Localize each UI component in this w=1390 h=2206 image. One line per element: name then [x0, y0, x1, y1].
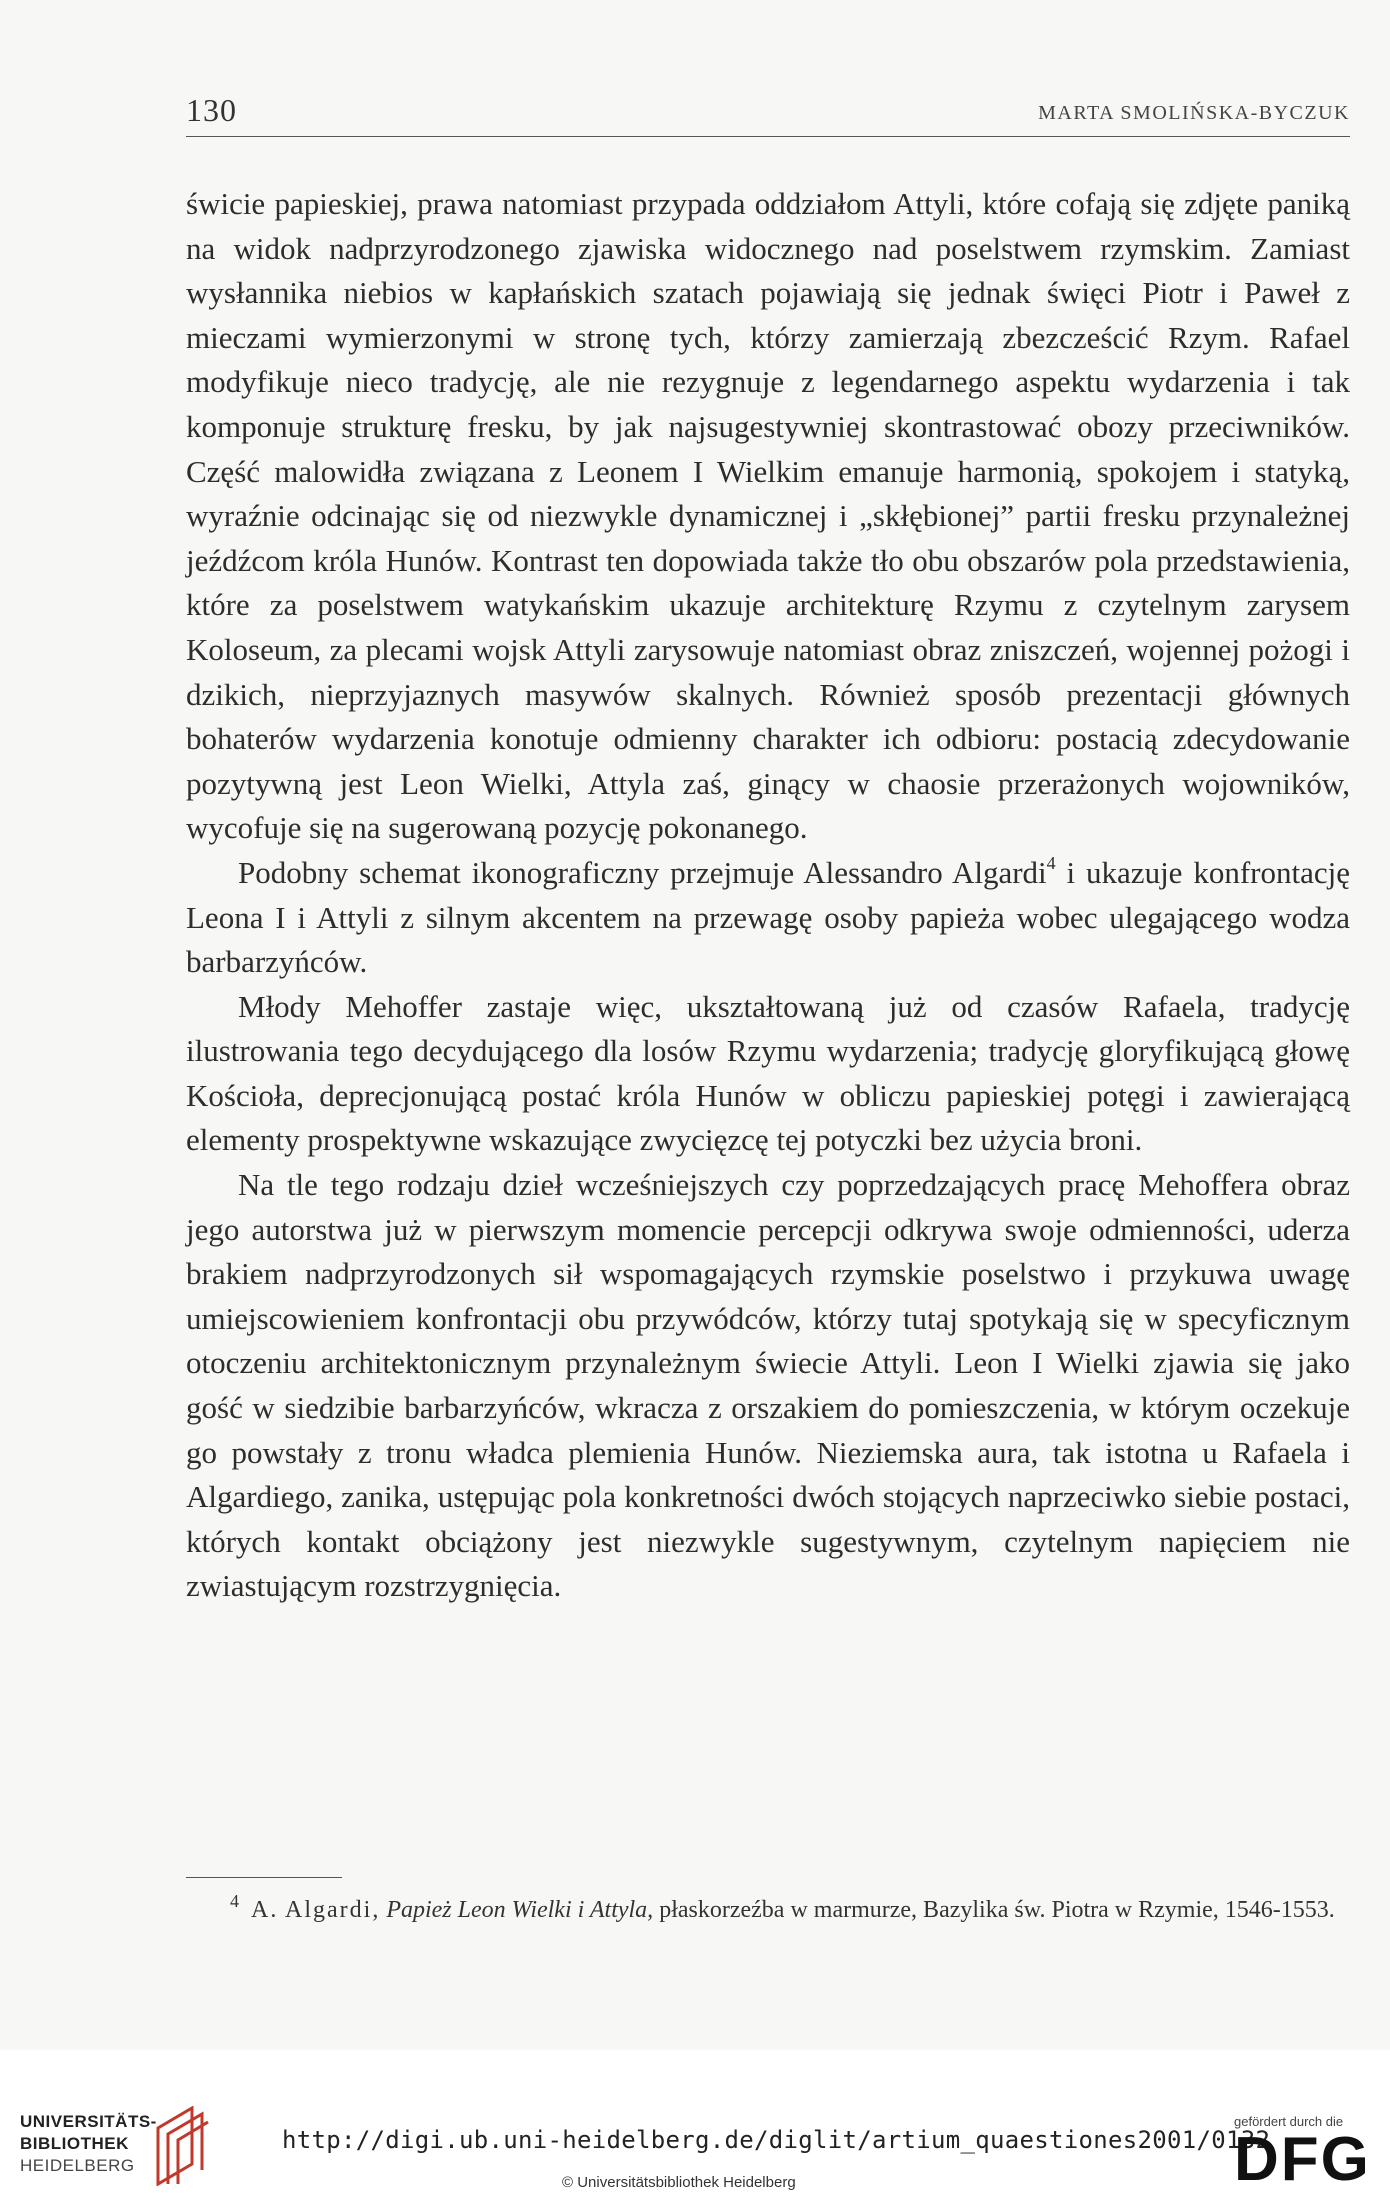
library-name-line-2: BIBLIOTHEK	[20, 2134, 129, 2153]
library-name-line-1: UNIVERSITÄTS-	[20, 2112, 157, 2131]
body-text	[186, 182, 1350, 1609]
paragraph-3: Młody Mehoffer zastaje więc, ukształtowaną już od czasów Rafaela, tradycję ilustrowania tego decydującego dla losów Rzymu wydarzenia; tradycję gloryfikującą głowę Kościoła, deprecjonującą postać króla Hunów w obliczu papieskiej potęgi i zawierającą elementy prospektywne wskazujące zwycięzcę tej potyczki bez użycia broni.	[186, 988, 1350, 1158]
paragraph-2-text-end: i ukazuje konfrontację Leona I i Attyli z silnym akcentem na przewagę osoby papieża wobec ulegającego wodza barbarzyńców.	[186, 854, 1350, 980]
dfg-caption: gefördert durch die	[1234, 2114, 1344, 2129]
footnote: 4 A. Algardi, Papież Leon Wielki i Attyla, płaskorzeźba w marmurze, Bazylika św. Piotra w Rzymie, 1546-1553.	[230, 1891, 1335, 1923]
running-head	[186, 88, 1350, 137]
footnote-divider	[186, 1877, 342, 1878]
footnote-title: Papież Leon Wielki i Attyla,	[386, 1897, 654, 1923]
running-head-author: MARTA SMOLIŃSKA-BYCZUK	[1038, 102, 1350, 124]
paragraph-4: Na tle tego rodzaju dzieł wcześniejszych czy poprzedzających pracę Mehoffera obraz jego autorstwa już w pierwszym momencie percepcji odkrywa swoje odmienności, uderza brakiem nadprzyrodzonych sił wspomagających rzymskie poselstwo i przykuwa uwagę umiejscowieniem konfrontacji obu przywódców, którzy tutaj spotykają się w specyficznym otoczeniu architektonicznym przynależnym świecie Attyli. Leon I Wielki zjawia się jako gość w siedzibie barbarzyńców, wkracza z orszakiem do pomieszczenia, w którym oczekuje go powstały z tronu władca plemienia Hunów. Nieziemska aura, tak istotna u Rafaela i Algardiego, zanika, ustępując pola konkretności dwóch stojących naprzeciwko siebie postaci, których kontakt obciążony jest niezwykle sugestywnym, czytelnym napięciem nie zwiastującym rozstrzygnięcia.	[186, 1167, 1350, 1604]
university-library-logo[interactable]	[20, 2112, 200, 2196]
paragraph-1: świcie papieskiej, prawa natomiast przypada oddziałom Attyli, które cofają się zdjęte paniką na widok nadprzyrodzonego zjawiska widocznego nad poselstwem rzymskim. Zamiast wysłannika niebios w kapłańskich szatach pojawiają się jednak święci Piotr i Paweł z mieczami wymierzonymi w stronę tych, którzy zamierzają zbezcześcić Rzym. Rafael modyfikuje nieco tradycję, ale nie rezygnuje z legendarnego aspektu wydarzenia i tak komponuje strukturę fresku, by jak najsugestywniej skontrastować obozy przeciwników. Część malowidła związana z Leonem I Wielkim emanuje harmonią, spokojem i statyką, wyraźnie odcinając się od niezwykle dynamicznej i „skłębionej” partii fresku przynależnej jeźdźcom króla Hunów. Kontrast ten dopowiada także tło obu obszarów pola przedstawienia, które za poselstwem watykańskim ukazuje architekturę Rzymu z czytelnym zarysem Koloseum, za plecami wojsk Attyli zarysowuje natomiast obraz zniszczeń, wojennej pożogi i dzikich, nieprzyjaznych masywów skalnych. Również sposób prezentacji głównych bohaterów wydarzenia konotuje odmienny charakter ich odbioru: postacią zdecydowanie pozytywną jest Leon Wielki, Attyla zaś, ginący w chaosie przerażonych wojowników, wycofuje się na sugerowaną pozycję pokonanego.	[186, 186, 1350, 846]
paragraph-2	[186, 851, 1350, 985]
page-number: 130	[186, 92, 237, 128]
library-name-line-3: HEIDELBERG	[20, 2156, 135, 2175]
footnote-author: A. Algardi,	[251, 1897, 381, 1923]
library-emblem-icon	[152, 2106, 210, 2186]
dfg-logo[interactable]	[1234, 2125, 1371, 2198]
permalink-url[interactable]: http://digi.ub.uni-heidelberg.de/diglit/artium_quaestiones2001/0132	[282, 2126, 1271, 2154]
paragraph-2-text-start: Podobny schemat ikonograficzny przejmuje Alessandro Algardi	[238, 854, 1047, 890]
digitization-footer	[0, 2050, 1390, 2206]
footnote-details: płaskorzeźba w marmurze, Bazylika św. Piotra w Rzymie, 1546-1553.	[653, 1897, 1335, 1923]
copyright-notice: © Universitätsbibliothek Heidelberg	[562, 2174, 796, 2191]
dfg-logo-text: DFG	[1234, 2125, 1371, 2194]
footnote-reference[interactable]: 4	[1046, 852, 1056, 873]
